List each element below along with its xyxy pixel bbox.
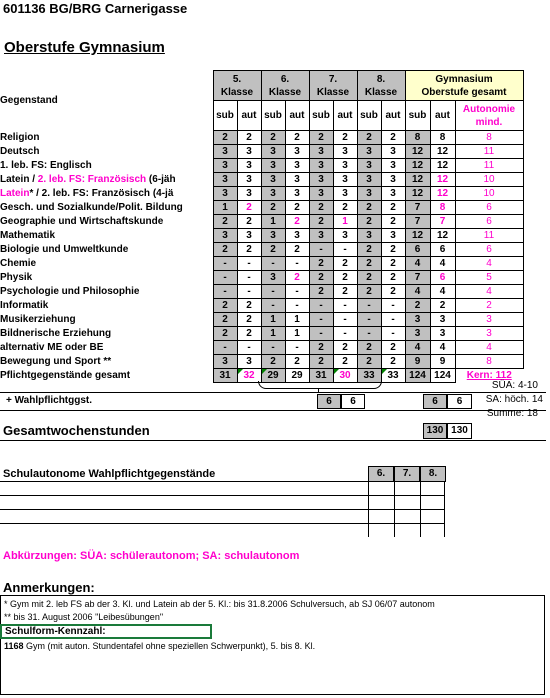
- hours-cell: 1: [285, 313, 309, 327]
- hours-cell: 12: [405, 159, 430, 173]
- hours-cell: 2: [357, 355, 381, 369]
- subject-name: Psychologie und Philosophie: [0, 286, 140, 297]
- hours-cell: 2: [309, 271, 333, 285]
- hours-cell: 1: [213, 201, 237, 215]
- hours-cell: -: [357, 327, 381, 341]
- subject-row: [0, 313, 549, 327]
- hours-cell: 2: [333, 201, 357, 215]
- autonomy-min-cell: 4: [455, 285, 523, 299]
- hours-cell: 3: [333, 159, 357, 173]
- hours-cell: 3: [285, 229, 309, 243]
- hours-cell: 12: [430, 187, 455, 201]
- spacer: [523, 215, 549, 229]
- subject-name: Latein* / 2. leb. FS: Französisch (4-jä: [0, 188, 174, 199]
- hours-cell: 2: [213, 131, 237, 145]
- sub-col-7: sub: [309, 101, 333, 131]
- hours-cell: 6: [405, 243, 430, 257]
- hours-cell: 12: [405, 187, 430, 201]
- hours-cell: 2: [357, 201, 381, 215]
- autonomy-min-cell: 8: [455, 131, 523, 145]
- wahl-7-aut: 6: [341, 394, 365, 409]
- subject-row: [0, 131, 549, 145]
- hours-cell: -: [309, 313, 333, 327]
- spacer: [523, 159, 549, 173]
- total-cell: 31: [309, 369, 333, 383]
- hours-cell: -: [357, 313, 381, 327]
- hours-cell: 3: [430, 327, 455, 341]
- hours-cell: 2: [357, 215, 381, 229]
- code-title-cell[interactable]: Schulform-Kennzahl:: [0, 624, 212, 639]
- hours-cell: 8: [405, 131, 430, 145]
- hours-cell: 4: [430, 285, 455, 299]
- hours-cell: 2: [309, 341, 333, 355]
- total-cell: 33: [381, 369, 405, 383]
- spacer: [523, 327, 549, 341]
- hours-cell: 3: [357, 145, 381, 159]
- hours-cell: 1: [285, 327, 309, 341]
- wahl-col-7: 7.: [394, 466, 420, 482]
- hours-cell: 2: [309, 131, 333, 145]
- hours-cell: -: [285, 257, 309, 271]
- spacer: [523, 313, 549, 327]
- hours-cell: 3: [261, 145, 285, 159]
- autonomy-min-cell: 5: [455, 271, 523, 285]
- hours-cell: 3: [237, 173, 261, 187]
- wahl-vline: [444, 481, 445, 537]
- hours-cell: -: [237, 271, 261, 285]
- hours-cell: 2: [381, 201, 405, 215]
- hours-cell: 2: [309, 215, 333, 229]
- hours-cell: 2: [381, 131, 405, 145]
- spacer: [523, 201, 549, 215]
- wahl-section-title: Schulautonome Wahlpflichtgegenstände: [3, 468, 216, 480]
- total-cell: 124: [430, 369, 455, 383]
- hours-cell: -: [261, 341, 285, 355]
- hours-cell: 3: [405, 313, 430, 327]
- spacer: [523, 341, 549, 355]
- hours-cell: 2: [237, 131, 261, 145]
- subject-name: Biologie und Umweltkunde: [0, 244, 129, 255]
- subject-name: 1. leb. FS: Englisch: [0, 160, 92, 171]
- hours-cell: -: [309, 243, 333, 257]
- hours-cell: 2: [213, 299, 237, 313]
- hours-cell: 4: [430, 341, 455, 355]
- hours-cell: 1: [261, 215, 285, 229]
- subject-name: Bildnerische Erziehung: [0, 328, 112, 339]
- hours-cell: 3: [357, 173, 381, 187]
- spacer: [523, 145, 549, 159]
- subject-name: Geographie und Wirtschaftskunde: [0, 216, 164, 227]
- spacer: [523, 355, 549, 369]
- hours-cell: 2: [430, 299, 455, 313]
- abbreviations: Abkürzungen: SÜA: schülerautonom; SA: schulautonom: [3, 550, 300, 562]
- subject-row: [0, 341, 549, 355]
- subject-name: Musikerziehung: [0, 314, 76, 325]
- subject-header: Gegenstand: [0, 95, 58, 106]
- hours-cell: 12: [430, 229, 455, 243]
- hours-cell: 2: [213, 243, 237, 257]
- hours-cell: 2: [381, 215, 405, 229]
- spacer: [523, 131, 549, 145]
- subject-row: [0, 257, 549, 271]
- hours-cell: 2: [309, 285, 333, 299]
- hours-cell: -: [213, 285, 237, 299]
- total-cell: 124: [405, 369, 430, 383]
- hours-cell: 3: [237, 145, 261, 159]
- hours-cell: 2: [357, 131, 381, 145]
- autonomy-min-cell: 3: [455, 327, 523, 341]
- school-code: 1168 Gym (mit auton. Stundentafel ohne speziellen Schwerpunkt), 5. bis 8. Kl.: [4, 641, 316, 651]
- hours-cell: -: [237, 285, 261, 299]
- hours-cell: -: [357, 299, 381, 313]
- hours-cell: 2: [381, 271, 405, 285]
- hours-cell: 3: [285, 159, 309, 173]
- aut-col-7: aut: [333, 101, 357, 131]
- sub-col-5: sub: [213, 101, 237, 131]
- hours-cell: 6: [430, 243, 455, 257]
- hours-cell: 1: [261, 313, 285, 327]
- hours-cell: 2: [213, 327, 237, 341]
- wahl-vline: [420, 481, 421, 537]
- spacer: [523, 187, 549, 201]
- hours-cell: 9: [405, 355, 430, 369]
- hours-cell: 4: [405, 285, 430, 299]
- hours-cell: 3: [213, 145, 237, 159]
- aut-col-total: aut: [430, 101, 455, 131]
- school-title: 601136 BG/BRG Carnerigasse: [3, 1, 188, 16]
- hours-cell: 3: [237, 229, 261, 243]
- hours-cell: 2: [357, 257, 381, 271]
- wahl-col-6: 6.: [368, 466, 394, 482]
- hours-cell: 3: [261, 229, 285, 243]
- hours-cell: 3: [381, 145, 405, 159]
- hours-cell: 3: [237, 355, 261, 369]
- subject-row: [0, 201, 549, 215]
- hours-cell: 3: [381, 229, 405, 243]
- hours-cell: 3: [333, 145, 357, 159]
- hours-cell: 3: [261, 173, 285, 187]
- hours-cell: 3: [213, 355, 237, 369]
- gesamt-label: Gesamtwochenstunden: [3, 423, 150, 438]
- hours-cell: 2: [285, 131, 309, 145]
- subject-name: Bewegung und Sport **: [0, 356, 112, 367]
- total-cell: 29: [261, 369, 285, 383]
- hours-cell: 2: [381, 243, 405, 257]
- autonomy-min-cell: 11: [455, 229, 523, 243]
- hours-cell: 8: [430, 131, 455, 145]
- spacer: [523, 285, 549, 299]
- remark-2: ** bis 31. August 2006 "Leibesübungen": [4, 612, 164, 622]
- hours-cell: 12: [405, 173, 430, 187]
- subject-row: [0, 159, 549, 173]
- subject-name: Informatik: [0, 300, 49, 311]
- hours-cell: 3: [237, 187, 261, 201]
- hours-cell: -: [333, 299, 357, 313]
- hours-cell: 4: [405, 341, 430, 355]
- autonomy-min-cell: 10: [455, 173, 523, 187]
- hours-cell: -: [381, 299, 405, 313]
- gesamt-sub: 130: [423, 423, 447, 439]
- hours-cell: 2: [237, 327, 261, 341]
- hours-cell: 7: [405, 201, 430, 215]
- subject-row: [0, 215, 549, 229]
- hours-cell: 3: [261, 159, 285, 173]
- subject-row: [0, 299, 549, 313]
- hours-cell: 2: [285, 355, 309, 369]
- subject-row: [0, 229, 549, 243]
- hours-cell: 2: [309, 201, 333, 215]
- hours-cell: 3: [381, 159, 405, 173]
- subject-row: [0, 173, 549, 187]
- subject-name: Religion: [0, 132, 40, 143]
- hours-cell: 2: [237, 215, 261, 229]
- hours-cell: 3: [309, 145, 333, 159]
- hours-cell: -: [309, 299, 333, 313]
- hours-cell: 9: [430, 355, 455, 369]
- subject-name: Gesch. und Sozialkunde/Polit. Bildung: [0, 202, 183, 213]
- hours-cell: 7: [405, 271, 430, 285]
- hours-cell: 2: [261, 355, 285, 369]
- hours-cell: -: [261, 257, 285, 271]
- section-title: Oberstufe Gymnasium: [4, 39, 165, 56]
- total-label: Pflichtgegenstände gesamt: [0, 370, 131, 381]
- hours-cell: 2: [285, 201, 309, 215]
- hours-cell: -: [381, 327, 405, 341]
- subject-name: Chemie: [0, 258, 37, 269]
- subject-row: [0, 145, 549, 159]
- hours-cell: 3: [381, 173, 405, 187]
- hours-cell: 3: [333, 187, 357, 201]
- subject-rows: [0, 131, 549, 369]
- subject-name: alternativ ME oder BE: [0, 342, 104, 353]
- wahl-col-8: 8.: [420, 466, 446, 482]
- kern-label: Kern: 112: [466, 370, 512, 382]
- hours-cell: 3: [285, 173, 309, 187]
- subject-name: Latein / 2. leb. FS: Französisch (6-jäh: [0, 174, 176, 185]
- subject-row: [0, 285, 549, 299]
- hours-cell: 2: [309, 257, 333, 271]
- autonomy-min-cell: 10: [455, 187, 523, 201]
- wahl-vline: [394, 481, 395, 537]
- subject-name: Physik: [0, 272, 33, 283]
- hours-cell: -: [381, 313, 405, 327]
- hours-cell: 2: [333, 131, 357, 145]
- hours-cell: 8: [430, 201, 455, 215]
- hours-cell: 1: [333, 215, 357, 229]
- hours-cell: 3: [237, 159, 261, 173]
- hours-cell: -: [309, 327, 333, 341]
- sub-col-total: sub: [405, 101, 430, 131]
- wahl-total-aut: 6: [447, 394, 472, 409]
- hours-cell: 3: [309, 159, 333, 173]
- hours-cell: 7: [430, 215, 455, 229]
- hours-cell: -: [285, 299, 309, 313]
- hours-cell: 2: [357, 341, 381, 355]
- hours-cell: -: [261, 285, 285, 299]
- wahl-lines: [0, 481, 445, 537]
- remarks-title: Anmerkungen:: [3, 580, 95, 595]
- total-cell: 29: [285, 369, 309, 383]
- hours-cell: 2: [333, 257, 357, 271]
- hours-cell: 2: [357, 285, 381, 299]
- hours-cell: 3: [309, 173, 333, 187]
- autonomy-min-cell: 11: [455, 159, 523, 173]
- hours-cell: 2: [333, 341, 357, 355]
- total-header: Gymnasium Oberstufe gesamt: [405, 71, 523, 101]
- subject-row: [0, 327, 549, 341]
- wahl-7-sub: 6: [317, 394, 341, 409]
- hours-cell: 2: [261, 131, 285, 145]
- timetable: [0, 70, 549, 383]
- autonomy-min-cell: 6: [455, 201, 523, 215]
- hours-cell: 2: [381, 257, 405, 271]
- aut-col-8: aut: [381, 101, 405, 131]
- spacer: [523, 271, 549, 285]
- hours-cell: 3: [213, 229, 237, 243]
- hours-cell: 2: [333, 271, 357, 285]
- hours-cell: 2: [405, 299, 430, 313]
- hours-cell: 2: [285, 271, 309, 285]
- hours-cell: 3: [333, 173, 357, 187]
- hours-cell: 2: [381, 285, 405, 299]
- subject-name: Mathematik: [0, 230, 56, 241]
- hours-cell: -: [333, 313, 357, 327]
- hours-cell: -: [213, 257, 237, 271]
- hours-cell: 12: [405, 229, 430, 243]
- hours-cell: 3: [357, 159, 381, 173]
- subject-row: [0, 271, 549, 285]
- autonomy-min-cell: 4: [455, 257, 523, 271]
- autonomy-header: Autonomie mind.: [455, 101, 523, 131]
- hours-cell: 6: [430, 271, 455, 285]
- aut-col-6: aut: [285, 101, 309, 131]
- subject-name: Deutsch: [0, 146, 40, 157]
- subject-row: [0, 355, 549, 369]
- hours-cell: 2: [261, 243, 285, 257]
- spacer: [523, 229, 549, 243]
- hours-cell: 2: [237, 243, 261, 257]
- hours-cell: 1: [261, 327, 285, 341]
- wahl-row-label: + Wahlpflichtggst.: [6, 395, 93, 406]
- autonomy-min-cell: 3: [455, 313, 523, 327]
- subject-row: [0, 243, 549, 257]
- autonomy-min-cell: 4: [455, 341, 523, 355]
- spacer: [523, 243, 549, 257]
- autonomy-min-cell: 8: [455, 355, 523, 369]
- hours-cell: -: [237, 257, 261, 271]
- hours-cell: -: [213, 271, 237, 285]
- total-cell: 31: [213, 369, 237, 383]
- grade-6-header: 6. Klasse: [261, 71, 309, 101]
- hours-cell: 2: [381, 341, 405, 355]
- hours-cell: -: [285, 285, 309, 299]
- grade-7-header: 7. Klasse: [309, 71, 357, 101]
- hours-cell: 12: [405, 145, 430, 159]
- hours-cell: 3: [405, 327, 430, 341]
- hours-cell: 2: [357, 243, 381, 257]
- hours-cell: 12: [430, 159, 455, 173]
- hours-cell: -: [285, 341, 309, 355]
- hours-cell: 2: [285, 243, 309, 257]
- grade-8-header: 8. Klasse: [357, 71, 405, 101]
- sub-col-6: sub: [261, 101, 285, 131]
- subject-row: [0, 187, 549, 201]
- hours-cell: 3: [309, 229, 333, 243]
- hours-cell: -: [333, 243, 357, 257]
- hours-cell: 3: [357, 229, 381, 243]
- autonomy-min-cell: 6: [455, 215, 523, 229]
- autonomy-min-cell: 6: [455, 243, 523, 257]
- hours-cell: 2: [357, 271, 381, 285]
- total-cell: 30: [333, 369, 357, 383]
- hours-cell: 3: [381, 187, 405, 201]
- sub-col-8: sub: [357, 101, 381, 131]
- hours-cell: 2: [285, 215, 309, 229]
- total-cell: 32: [237, 369, 261, 383]
- grade-5-header: 5. Klasse: [213, 71, 261, 101]
- hours-cell: 4: [405, 257, 430, 271]
- wahl-vline: [368, 481, 369, 537]
- hours-cell: 7: [405, 215, 430, 229]
- hours-cell: 3: [309, 187, 333, 201]
- hours-cell: 3: [430, 313, 455, 327]
- spacer: [523, 299, 549, 313]
- hours-cell: 4: [430, 257, 455, 271]
- hours-cell: 12: [430, 145, 455, 159]
- divider: [0, 440, 546, 441]
- hours-cell: 2: [213, 313, 237, 327]
- hours-cell: 2: [237, 299, 261, 313]
- hours-cell: 2: [333, 355, 357, 369]
- hours-cell: 2: [309, 355, 333, 369]
- hours-cell: 3: [213, 173, 237, 187]
- spacer: [523, 257, 549, 271]
- sa-range: SA: höch. 14: [485, 394, 543, 405]
- remark-1: * Gym mit 2. leb FS ab der 3. Kl. und Latein ab der 5. Kl.: bis 31.8.2006 Schulversuch, ab SJ 06/07 autonom: [4, 599, 435, 609]
- gesamt-aut: 130: [447, 423, 472, 439]
- hours-cell: 2: [333, 285, 357, 299]
- wahl-total-sub: 6: [423, 394, 447, 409]
- hours-cell: 2: [261, 201, 285, 215]
- hours-cell: 2: [381, 355, 405, 369]
- hours-cell: -: [237, 341, 261, 355]
- hours-cell: 12: [430, 173, 455, 187]
- sua-range: SÜA: 4-10: [491, 380, 538, 391]
- hours-cell: 3: [261, 271, 285, 285]
- hours-cell: -: [261, 299, 285, 313]
- hours-cell: 3: [213, 159, 237, 173]
- sum-range: Summe: 18: [486, 408, 538, 419]
- hours-cell: 3: [285, 145, 309, 159]
- autonomy-min-cell: 11: [455, 145, 523, 159]
- hours-cell: 2: [213, 215, 237, 229]
- hours-cell: 3: [333, 229, 357, 243]
- aut-col-5: aut: [237, 101, 261, 131]
- autonomy-min-cell: 2: [455, 299, 523, 313]
- hours-cell: 3: [213, 187, 237, 201]
- hours-cell: -: [213, 341, 237, 355]
- hours-cell: 3: [357, 187, 381, 201]
- hours-cell: 2: [237, 313, 261, 327]
- hours-cell: -: [333, 327, 357, 341]
- hours-cell: 3: [261, 187, 285, 201]
- total-cell: 33: [357, 369, 381, 383]
- hours-cell: 2: [237, 201, 261, 215]
- spacer: [523, 173, 549, 187]
- hours-cell: 3: [285, 187, 309, 201]
